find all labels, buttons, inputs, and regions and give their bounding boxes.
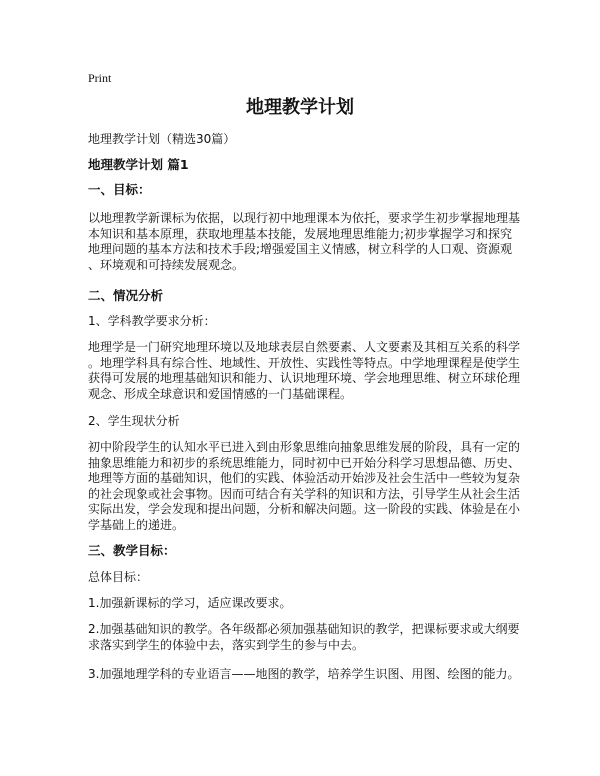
- text-line: 抽象思维能力和初步的系统思维能力，同时初中已开始分科学习思想品德、历史、: [88, 455, 521, 470]
- page-title: 地理教学计划: [246, 97, 354, 118]
- section2-sub1-paragraph: [88, 340, 528, 402]
- text-line: 地理问题的基本方法和技术手段;增强爱国主义情感，树立科学的人口观、资源观: [88, 242, 513, 256]
- section1-paragraph: [88, 211, 528, 273]
- text-line: 初中阶段学生的认知水平已进入到由形象思维向抽象思维发展的阶段，具有一定的: [88, 440, 521, 454]
- text-line: 求落实到学生的体验中去，落实到学生的参与中去。: [88, 637, 365, 652]
- goal-item-3: 3.加强地理学科的专业语言——地图的教学，培养学生识图、用图、绘图的能力。: [88, 667, 520, 681]
- text-line: 观念、形成全球意识和爱国情感的一门基础课程。: [88, 386, 353, 401]
- print-link[interactable]: Print: [88, 71, 112, 85]
- text-line: 实际出发，学会发现和提出问题，分析和解决问题。这一阶段的实践、体验是在小: [88, 502, 521, 516]
- goal-item-2: [88, 622, 528, 653]
- text-line: 获得可发展的地理基础知识和能力、认识地理环境、学会地理思维、树立环球伦理: [88, 371, 521, 385]
- text-line: 学基础上的递进。: [88, 517, 185, 532]
- text-line: 的社会现象或社会事物。因而可结合有关学科的知识和方法，引导学生从社会生活: [88, 486, 521, 501]
- article-heading: 地理教学计划 篇1: [88, 157, 189, 172]
- text-line: 本知识和基本原理，获取地理基本技能，发展地理思维能力;初步掌握学习和探究: [88, 226, 513, 241]
- overall-goal-label: 总体目标：: [88, 570, 149, 584]
- section3-heading: 三、教学目标：: [88, 543, 176, 558]
- text-line: 以地理教学新课标为依据，以现行初中地理课本为依托，要求学生初步掌握地理基: [88, 211, 521, 225]
- text-line: 地理等方面的基础知识，他们的实践、体验活动开始涉及社会生活中一些较为复杂: [88, 471, 521, 485]
- subtitle: 地理教学计划（精选30篇）: [88, 132, 236, 146]
- section2-heading: 二、情况分析: [88, 288, 164, 303]
- text-line: 地理学是一门研究地理环境以及地球表层自然要素、人文要素及其相互关系的科学: [88, 340, 521, 354]
- section1-heading: 一、目标：: [88, 182, 151, 197]
- goal-item-1: 1.加强新课标的学习，适应课改要求。: [88, 596, 292, 610]
- section2-sub2: 2、学生现状分析: [88, 414, 180, 428]
- text-line: 、环境观和可持续发展观念。: [88, 257, 245, 272]
- text-line: 。地理学科具有综合性、地域性、开放性、实践性等特点。中学地理课程是使学生: [88, 355, 521, 370]
- text-line: 2.加强基础知识的教学。各年级都必须加强基础知识的教学，把课标要求或大纲要: [88, 622, 520, 636]
- section2-sub2-paragraph: [88, 440, 528, 533]
- section2-sub1: 1、学科教学要求分析：: [88, 314, 216, 328]
